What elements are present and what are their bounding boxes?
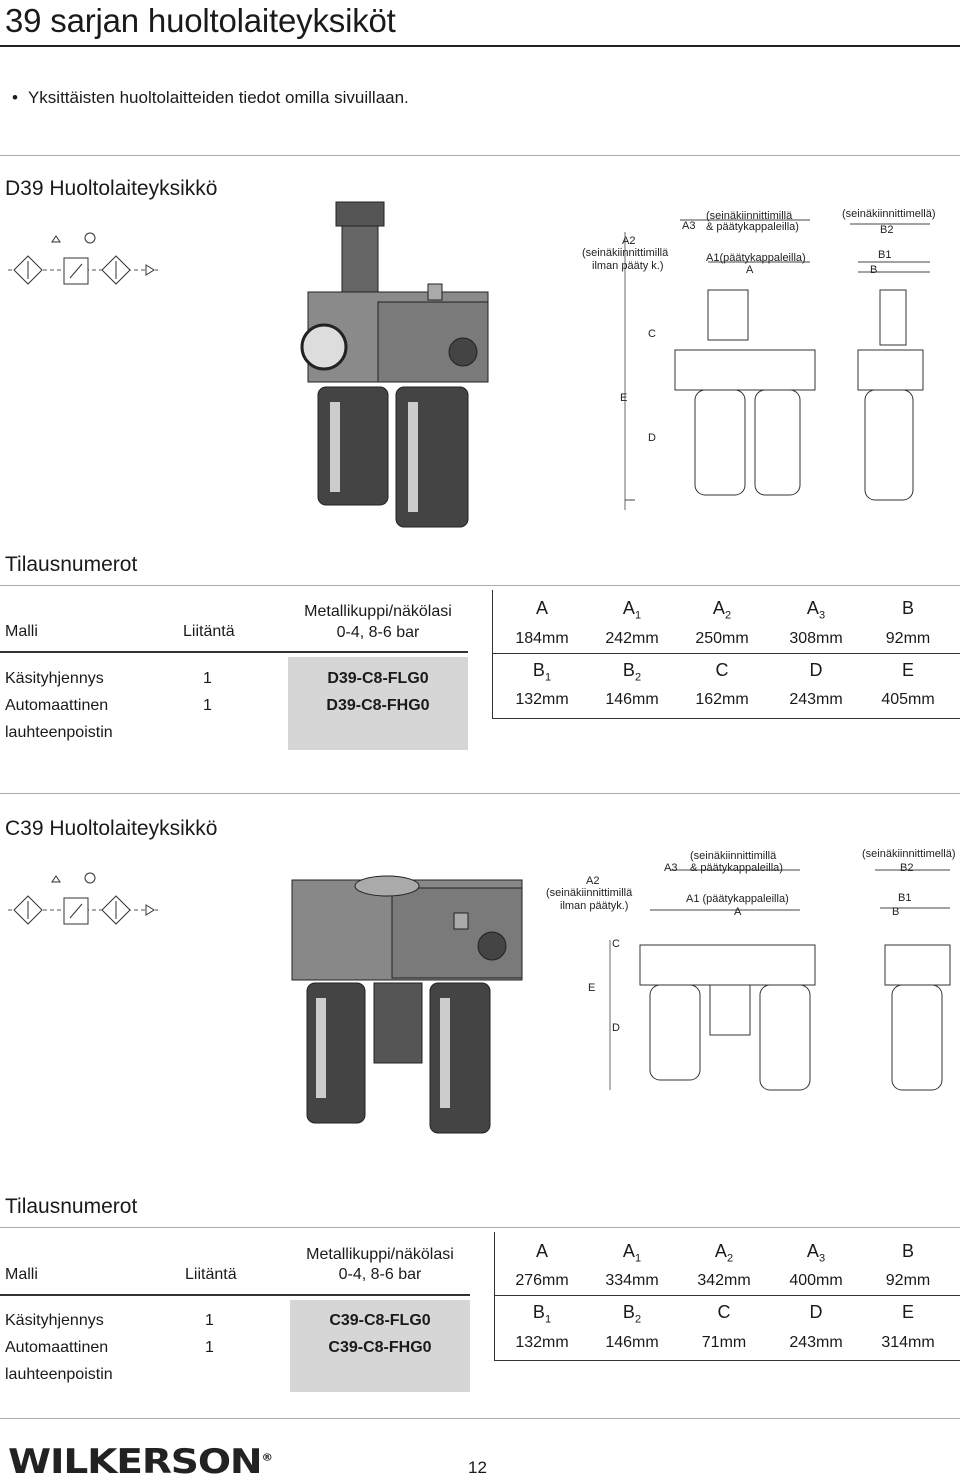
d39-dims-border <box>492 590 493 718</box>
d39-dim-b1: B1 <box>878 249 892 261</box>
c39-dim-val-a: 276mm <box>515 1272 569 1289</box>
d39-dim-val-a2: 250mm <box>695 630 749 647</box>
footer-divider <box>0 1418 960 1419</box>
d39-dim-a3: A3 <box>682 220 696 232</box>
d39-dim-val-b1: 132mm <box>515 691 569 708</box>
d39-dim-head-b: B <box>901 598 914 618</box>
d39-dim-head-e: E <box>901 660 914 680</box>
d39-row2-model-extra: lauhteenpoistin <box>5 724 113 741</box>
d39-table-rule <box>0 651 468 653</box>
c39-dim-head-d: D <box>809 1302 823 1322</box>
c39-dim-val-b1: 132mm <box>515 1334 569 1351</box>
c39-dim-val-a2: 342mm <box>697 1272 751 1289</box>
c39-dim-head-a3: $A_3$ <box>806 1241 826 1265</box>
c39-row1-model: Käsityhjennys <box>5 1312 104 1329</box>
d39-dim-val-a1: 242mm <box>605 630 659 647</box>
d39-dim-head-a1: $A_1$ <box>622 598 642 622</box>
c39-dim-c: C <box>612 938 620 950</box>
c39-row2-model-extra: lauhteenpoistin <box>5 1366 113 1383</box>
c39-row2-port: 1 <box>205 1339 214 1356</box>
d39-dim-val-b: 92mm <box>885 630 931 647</box>
d39-dim-val-e: 405mm <box>881 691 935 708</box>
d39-dim-a3-note1: (seinäkiinnittimillä <box>706 210 793 222</box>
c39-row2-code: C39-C8-FHG0 <box>328 1339 432 1356</box>
c39-dim-a1: A1 (päätykappaleilla) <box>686 893 789 905</box>
d39-col-cup2: 0-4, 8-6 bar <box>336 624 420 641</box>
d39-dim-head-a3: $A_3$ <box>806 598 826 622</box>
c39-col-port: Liitäntä <box>185 1266 237 1283</box>
d39-col-model: Malli <box>5 623 38 640</box>
d39-dim-val-b2: 146mm <box>605 691 659 708</box>
c39-dim-head-b1: $B_1$ <box>532 1302 552 1326</box>
c39-product-photo <box>282 868 527 1148</box>
c39-dim-b1: B1 <box>898 892 912 904</box>
d39-row1-model: Käsityhjennys <box>5 670 104 687</box>
d39-product-photo <box>288 192 500 542</box>
d39-dim-d: D <box>648 432 656 444</box>
c39-dim-a2: A2 <box>586 875 600 887</box>
c39-dim-val-d: 243mm <box>789 1334 843 1351</box>
d39-dimension-drawing <box>510 190 960 520</box>
d39-dim-a: A <box>746 264 754 276</box>
d39-row2-port: 1 <box>203 697 212 714</box>
c39-col-cup2: 0-4, 8-6 bar <box>338 1266 422 1283</box>
c39-dimension-drawing <box>540 840 960 1100</box>
c39-dim-a2-note1: (seinäkiinnittimillä <box>546 887 633 899</box>
d39-col-port: Liitäntä <box>183 623 235 640</box>
c39-dim-head-b: B <box>901 1241 914 1261</box>
d39-dim-head-a2: $A_2$ <box>712 598 732 622</box>
d39-dim-a1: A1(päätykappaleilla) <box>706 252 806 264</box>
d39-dims-rule <box>492 718 960 719</box>
section-divider <box>0 793 960 794</box>
c39-dim-head-c: C <box>717 1302 731 1322</box>
c39-row1-code: C39-C8-FLG0 <box>329 1312 431 1329</box>
c39-row2-model: Automaattinen <box>5 1339 109 1356</box>
d39-dim-val-d: 243mm <box>789 691 843 708</box>
d39-section-title: D39 Huoltolaiteyksikkö <box>5 177 218 200</box>
c39-dim-val-b2: 146mm <box>605 1334 659 1351</box>
c39-dim-val-a3: 400mm <box>789 1272 843 1289</box>
c39-dim-a2-note2: ilman päätyk.) <box>560 900 629 912</box>
d39-order-title: Tilausnumerot <box>5 553 138 576</box>
d39-dim-a2: A2 <box>622 235 636 247</box>
d39-pneumatic-symbol <box>8 228 158 298</box>
section-divider <box>0 1227 960 1228</box>
c39-dim-b-note: (seinäkiinnittimellä) <box>862 848 956 860</box>
intro-note: • Yksittäisten huoltolaitteiden tiedot omilla sivuillaan. <box>12 88 409 108</box>
d39-dim-e: E <box>620 392 628 404</box>
d39-row2-model: Automaattinen <box>5 697 109 714</box>
c39-dim-b: B <box>892 906 900 918</box>
d39-dim-head-b1: $B_1$ <box>532 660 552 684</box>
c39-dim-head-e: E <box>901 1302 914 1322</box>
c39-table-rule <box>0 1294 470 1296</box>
d39-dims-rule <box>492 653 960 654</box>
page-number: 12 <box>468 1458 487 1477</box>
c39-pneumatic-symbol <box>8 868 158 938</box>
c39-dim-d: D <box>612 1022 620 1034</box>
d39-dim-head-c: C <box>715 660 729 680</box>
section-divider <box>0 585 960 586</box>
c39-dim-val-b: 92mm <box>885 1272 931 1289</box>
title-rule <box>0 45 960 47</box>
d39-dim-b2: B2 <box>880 224 894 236</box>
c39-section-title: C39 Huoltolaiteyksikkö <box>5 817 218 840</box>
d39-dim-head-a: A <box>535 598 548 618</box>
c39-order-title: Tilausnumerot <box>5 1195 138 1218</box>
wilkerson-logo: WILKERSON® <box>8 1442 272 1478</box>
c39-dims-border <box>494 1232 495 1360</box>
c39-dims-rule <box>494 1360 960 1361</box>
c39-dim-a3-note2: & päätykappaleilla) <box>690 862 783 874</box>
d39-dim-b: B <box>870 264 878 276</box>
c39-dim-e: E <box>588 982 596 994</box>
c39-dim-a: A <box>734 906 742 918</box>
d39-dim-head-b2: $B_2$ <box>622 660 642 684</box>
d39-dim-head-d: D <box>809 660 823 680</box>
c39-dim-head-a2: $A_2$ <box>714 1241 734 1265</box>
c39-dim-head-a1: $A_1$ <box>622 1241 642 1265</box>
c39-dim-head-b2: $B_2$ <box>622 1302 642 1326</box>
c39-col-cup1: Metallikuppi/näkölasi <box>306 1246 454 1263</box>
c39-dim-a3: A3 <box>664 862 678 874</box>
c39-col-model: Malli <box>5 1266 38 1283</box>
d39-dim-val-c: 162mm <box>695 691 749 708</box>
d39-dim-a3-note2: & päätykappaleilla) <box>706 221 799 233</box>
c39-dim-val-c: 71mm <box>701 1334 747 1351</box>
d39-dim-c: C <box>648 328 656 340</box>
c39-dims-rule <box>494 1295 960 1296</box>
d39-dim-val-a: 184mm <box>515 630 569 647</box>
d39-dim-a2-note2: ilman pääty k.) <box>592 260 664 272</box>
c39-dim-head-a: A <box>535 1241 548 1261</box>
c39-dim-b2: B2 <box>900 862 914 874</box>
d39-row1-code: D39-C8-FLG0 <box>327 670 429 687</box>
c39-dim-a3-note1: (seinäkiinnittimillä <box>690 850 777 862</box>
d39-col-cup1: Metallikuppi/näkölasi <box>304 603 452 620</box>
c39-dim-val-e: 314mm <box>881 1334 935 1351</box>
d39-dim-b-note: (seinäkiinnittimellä) <box>842 208 936 220</box>
d39-dim-val-a3: 308mm <box>789 630 843 647</box>
d39-row2-code: D39-C8-FHG0 <box>326 697 430 714</box>
section-divider <box>0 155 960 156</box>
d39-row1-port: 1 <box>203 670 212 687</box>
c39-row1-port: 1 <box>205 1312 214 1329</box>
d39-dim-a2-note1: (seinäkiinnittimillä <box>582 247 669 259</box>
c39-dim-val-a1: 334mm <box>605 1272 659 1289</box>
page-title: 39 sarjan huoltolaiteyksiköt <box>5 2 396 39</box>
